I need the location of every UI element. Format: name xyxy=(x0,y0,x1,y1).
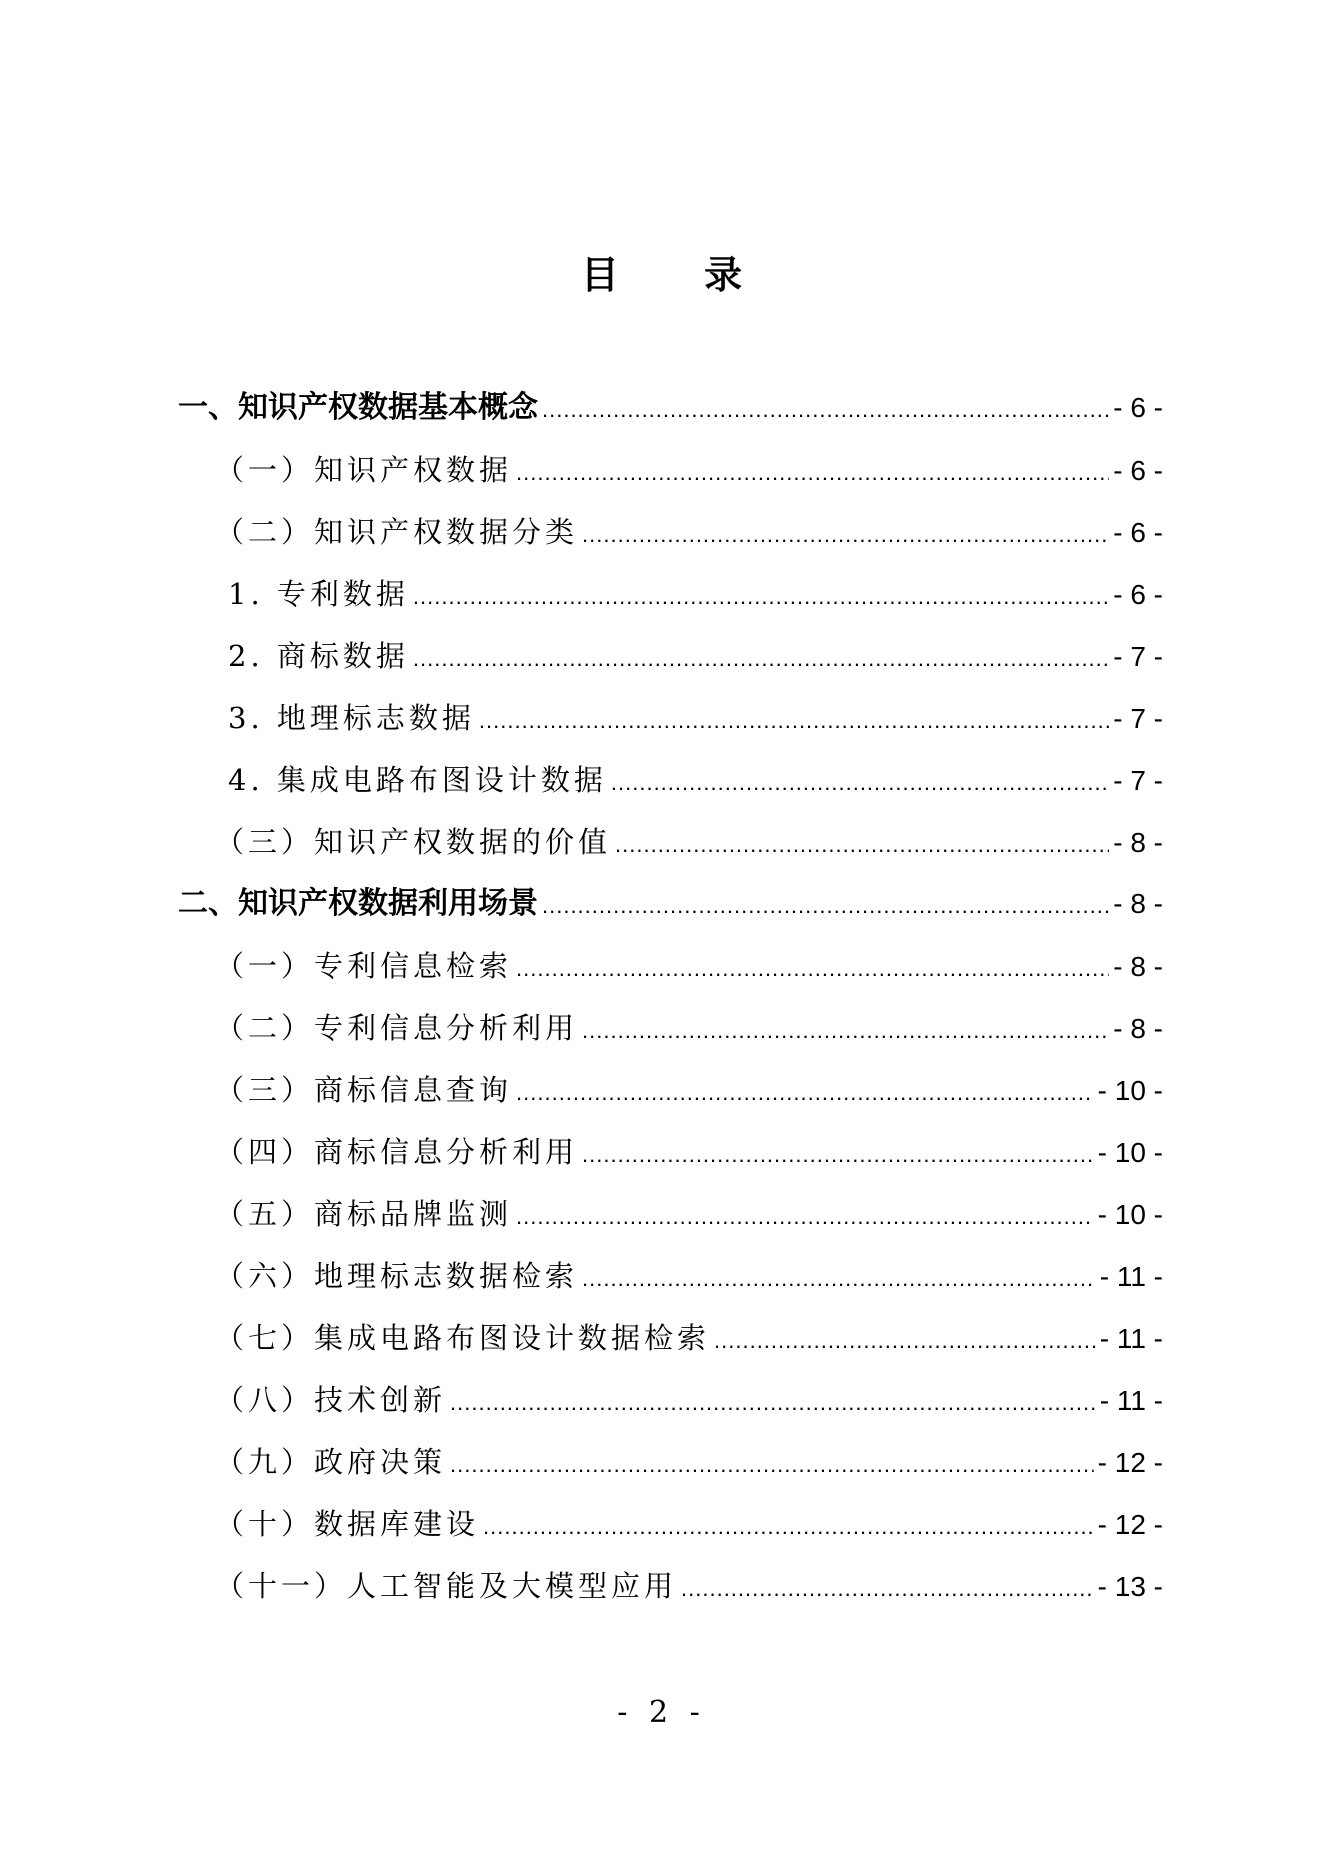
toc-entry[interactable] xyxy=(178,1121,1163,1183)
toc-entry-page: - 10 - xyxy=(1097,1137,1163,1168)
toc-leader-dots xyxy=(542,875,1109,937)
toc-entry-label: （八）技术创新 xyxy=(215,1383,447,1417)
page-title: 目 录 xyxy=(580,253,779,297)
toc-leader-dots xyxy=(413,566,1109,628)
toc-leader-dots xyxy=(483,1496,1094,1558)
toc-entry-label: 3. 地理标志数据 xyxy=(228,701,475,735)
toc-entry[interactable] xyxy=(178,1369,1163,1431)
toc-leader-dots xyxy=(516,1062,1094,1124)
toc-entry-page: - 8 - xyxy=(1113,1013,1163,1044)
toc-entry-label: （二）知识产权数据分类 xyxy=(215,515,579,549)
toc-entry-page: - 7 - xyxy=(1113,765,1163,796)
toc-leader-dots xyxy=(681,1558,1094,1620)
toc-leader-dots xyxy=(582,1000,1109,1062)
toc-entry-page: - 10 - xyxy=(1097,1199,1163,1230)
toc-entry[interactable] xyxy=(178,625,1163,687)
toc-entry[interactable] xyxy=(178,1059,1163,1121)
toc-entry-label: 一、知识产权数据基本概念 xyxy=(178,390,538,425)
table-of-contents xyxy=(178,377,1163,1617)
toc-leader-dots xyxy=(582,504,1109,566)
toc-entry-label: （十）数据库建设 xyxy=(215,1507,480,1541)
toc-leader-dots xyxy=(542,379,1109,441)
toc-entry-page: - 10 - xyxy=(1097,1075,1163,1106)
toc-leader-dots xyxy=(413,628,1109,690)
toc-leader-dots xyxy=(516,442,1109,504)
toc-entry-label: （三）商标信息查询 xyxy=(215,1073,513,1107)
toc-entry-page: - 13 - xyxy=(1097,1571,1163,1602)
toc-entry-page: - 8 - xyxy=(1113,827,1163,858)
toc-entry-page: - 11 - xyxy=(1099,1323,1163,1354)
toc-entry[interactable] xyxy=(178,811,1163,873)
toc-entry-page: - 12 - xyxy=(1097,1509,1163,1540)
toc-entry-label: （九）政府决策 xyxy=(215,1445,447,1479)
toc-entry-label: 1. 专利数据 xyxy=(228,577,409,611)
toc-leader-dots xyxy=(582,1248,1096,1310)
toc-entry-page: - 12 - xyxy=(1097,1447,1163,1478)
toc-leader-dots xyxy=(611,752,1109,814)
toc-entry-page: - 8 - xyxy=(1113,888,1163,919)
toc-entry-label: （二）专利信息分析利用 xyxy=(215,1011,579,1045)
toc-leader-dots xyxy=(714,1310,1096,1372)
toc-entry-page: - 6 - xyxy=(1113,517,1163,548)
toc-entry[interactable] xyxy=(178,1245,1163,1307)
toc-entry[interactable] xyxy=(178,1493,1163,1555)
toc-entry-page: - 6 - xyxy=(1113,392,1163,423)
toc-entry[interactable] xyxy=(178,997,1163,1059)
toc-entry-page: - 6 - xyxy=(1113,455,1163,486)
toc-entry-page: - 6 - xyxy=(1113,579,1163,610)
toc-leader-dots xyxy=(516,938,1109,1000)
toc-entry[interactable] xyxy=(178,749,1163,811)
toc-entry-page: - 11 - xyxy=(1099,1261,1163,1292)
toc-entry[interactable] xyxy=(178,1431,1163,1493)
toc-leader-dots xyxy=(615,814,1109,876)
page-number: - 2 - xyxy=(617,1695,706,1730)
toc-entry[interactable] xyxy=(178,1307,1163,1369)
toc-entry[interactable] xyxy=(178,439,1163,501)
toc-leader-dots xyxy=(450,1434,1094,1496)
toc-entry[interactable] xyxy=(178,935,1163,997)
toc-entry[interactable] xyxy=(178,563,1163,625)
toc-entry-label: 2. 商标数据 xyxy=(228,639,409,673)
toc-entry-label: （三）知识产权数据的价值 xyxy=(215,825,612,859)
toc-entry-label: （七）集成电路布图设计数据检索 xyxy=(215,1321,711,1355)
toc-leader-dots xyxy=(516,1186,1094,1248)
toc-entry-label: （一）专利信息检索 xyxy=(215,949,513,983)
toc-leader-dots xyxy=(582,1124,1094,1186)
toc-entry-label: （六）地理标志数据检索 xyxy=(215,1259,579,1293)
toc-entry[interactable] xyxy=(178,1555,1163,1617)
toc-entry[interactable] xyxy=(178,687,1163,749)
toc-entry-page: - 7 - xyxy=(1113,641,1163,672)
toc-entry-label: （五）商标品牌监测 xyxy=(215,1197,513,1231)
toc-entry[interactable] xyxy=(178,873,1163,935)
toc-entry-page: - 8 - xyxy=(1113,951,1163,982)
toc-entry-label: （一）知识产权数据 xyxy=(215,453,513,487)
toc-entry[interactable] xyxy=(178,501,1163,563)
toc-entry-page: - 7 - xyxy=(1113,703,1163,734)
toc-entry-label: 4. 集成电路布图设计数据 xyxy=(228,763,607,797)
toc-entry[interactable] xyxy=(178,377,1163,439)
toc-entry-page: - 11 - xyxy=(1099,1385,1163,1416)
toc-leader-dots xyxy=(450,1372,1096,1434)
toc-entry-label: （四）商标信息分析利用 xyxy=(215,1135,579,1169)
toc-entry-label: （十一）人工智能及大模型应用 xyxy=(215,1569,678,1603)
toc-entry-label: 二、知识产权数据利用场景 xyxy=(178,886,538,921)
toc-entry[interactable] xyxy=(178,1183,1163,1245)
toc-leader-dots xyxy=(479,690,1109,752)
